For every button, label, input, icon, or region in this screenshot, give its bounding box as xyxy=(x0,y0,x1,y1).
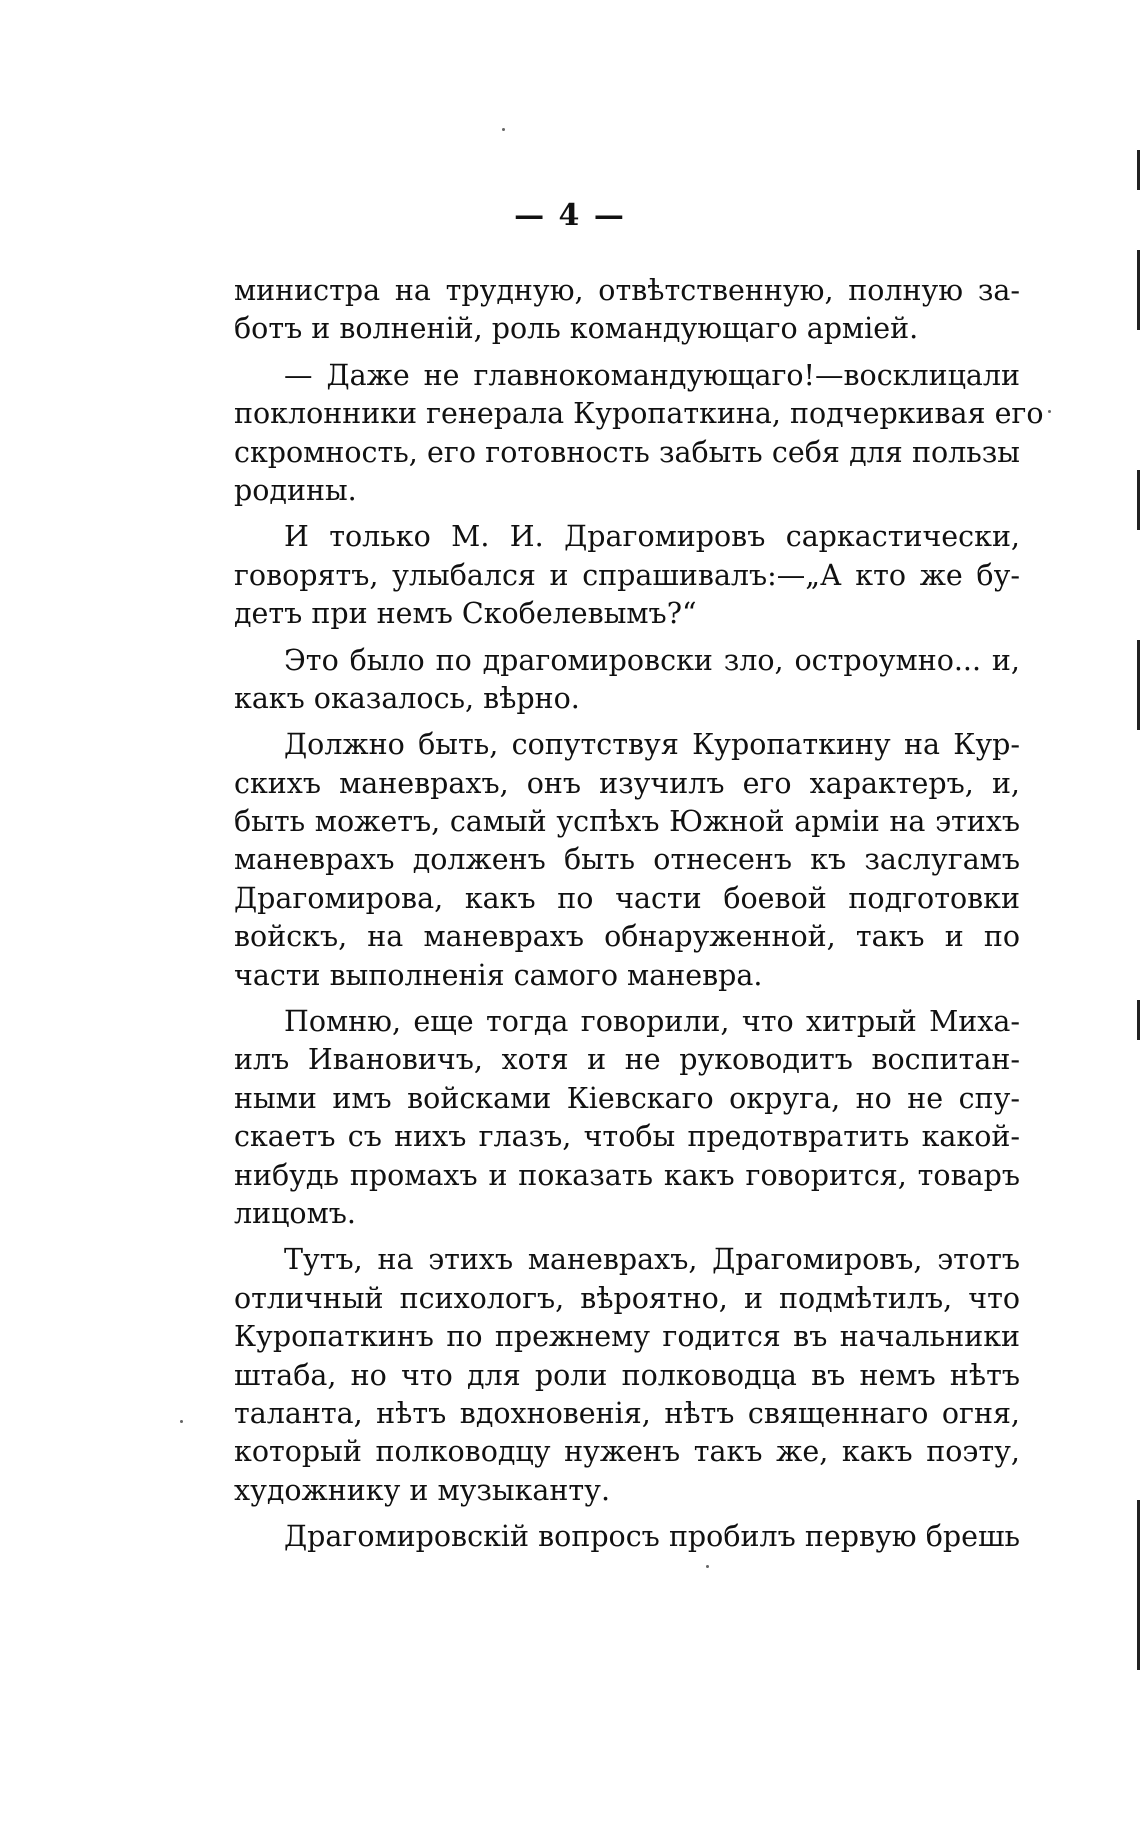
paragraph-gap xyxy=(234,510,1020,518)
paragraph-gap xyxy=(234,718,1020,726)
text-line: таланта, нѣтъ вдохновенія, нѣтъ священнаго огня, xyxy=(234,1396,1020,1430)
paragraph-gap xyxy=(234,1233,1020,1241)
text-line: министра на трудную, отвѣтственную, полную за- xyxy=(234,274,1020,307)
text-line: скромность, его готовность забыть себя для пользы xyxy=(234,435,1020,469)
text-line: быть можетъ, самый успѣхъ Южной арміи на этихъ xyxy=(234,805,1020,839)
paragraph-gap xyxy=(234,1510,1020,1518)
text-line: Должно быть, сопутствуя Куропаткину на Кур- xyxy=(284,728,1020,762)
text-line: скихъ маневрахъ, онъ изучилъ его характеръ, и, xyxy=(234,766,1020,800)
text-line: какъ оказалось, вѣрно. xyxy=(234,681,580,715)
page-number: — 4 — xyxy=(514,198,626,233)
text-line: Драгомирова, какъ по части боевой подготовки xyxy=(234,881,1020,915)
paragraph-gap xyxy=(234,634,1020,642)
paragraph-gap xyxy=(234,349,1020,357)
text-line: который полководцу нуженъ такъ же, какъ поэту, xyxy=(234,1435,1020,1469)
text-line: Куропаткинъ по прежнему годится въ начальники xyxy=(234,1320,1020,1354)
text-line: лицомъ. xyxy=(234,1196,356,1230)
text-line: ными имъ войсками Кіевскаго округа, но не спу- xyxy=(234,1081,1020,1115)
text-line: нибудь промахъ и показать какъ говорится, товаръ xyxy=(234,1158,1020,1192)
text-line: — Даже не главнокомандующаго!—восклицали xyxy=(284,358,1020,392)
body-text xyxy=(234,272,1044,1557)
scan-speck xyxy=(706,1565,709,1568)
text-line: Драгомировскій вопросъ пробилъ первую брешь xyxy=(284,1520,1020,1554)
text-line: войскъ, на маневрахъ обнаруженной, такъ и по xyxy=(234,920,1020,954)
text-line: ботъ и волненій, роль командующаго арміей. xyxy=(234,312,919,346)
text-line: родины. xyxy=(234,473,357,507)
text-line: отличный психологъ, вѣроятно, и подмѣтилъ, что xyxy=(234,1281,1020,1315)
text-line: детъ при немъ Скобелевымъ?“ xyxy=(234,597,697,631)
text-line: илъ Ивановичъ, хотя и не руководитъ воспитан- xyxy=(234,1043,1020,1077)
paragraph-gap xyxy=(234,995,1020,1003)
text-line: поклонники генерала Куропаткина, подчеркивая его xyxy=(234,397,1044,431)
text-line: Тутъ, на этихъ маневрахъ, Драгомировъ, этотъ xyxy=(284,1243,1020,1277)
text-line: художнику и музыканту. xyxy=(234,1473,611,1507)
scan-speck xyxy=(180,1420,183,1423)
text-line: маневрахъ долженъ быть отнесенъ къ заслугамъ xyxy=(234,843,1020,877)
text-line: скаетъ съ нихъ глазъ, чтобы предотвратить какой- xyxy=(234,1120,1020,1154)
text-line: штаба, но что для роли полководца въ немъ нѣтъ xyxy=(234,1358,1020,1392)
text-line: части выполненія самого маневра. xyxy=(234,958,763,992)
text-line: Помню, еще тогда говорили, что хитрый Миха- xyxy=(284,1005,1020,1039)
scan-speck xyxy=(1048,410,1051,413)
text-line: говорятъ, улыбался и спрашивалъ:—„А кто же бу- xyxy=(234,558,1020,592)
text-line: Это было по драгомировски зло, остроумно... и, xyxy=(284,643,1020,677)
text-line: И только М. И. Драгомировъ саркастически, xyxy=(284,520,1020,554)
scan-speck xyxy=(502,128,505,131)
